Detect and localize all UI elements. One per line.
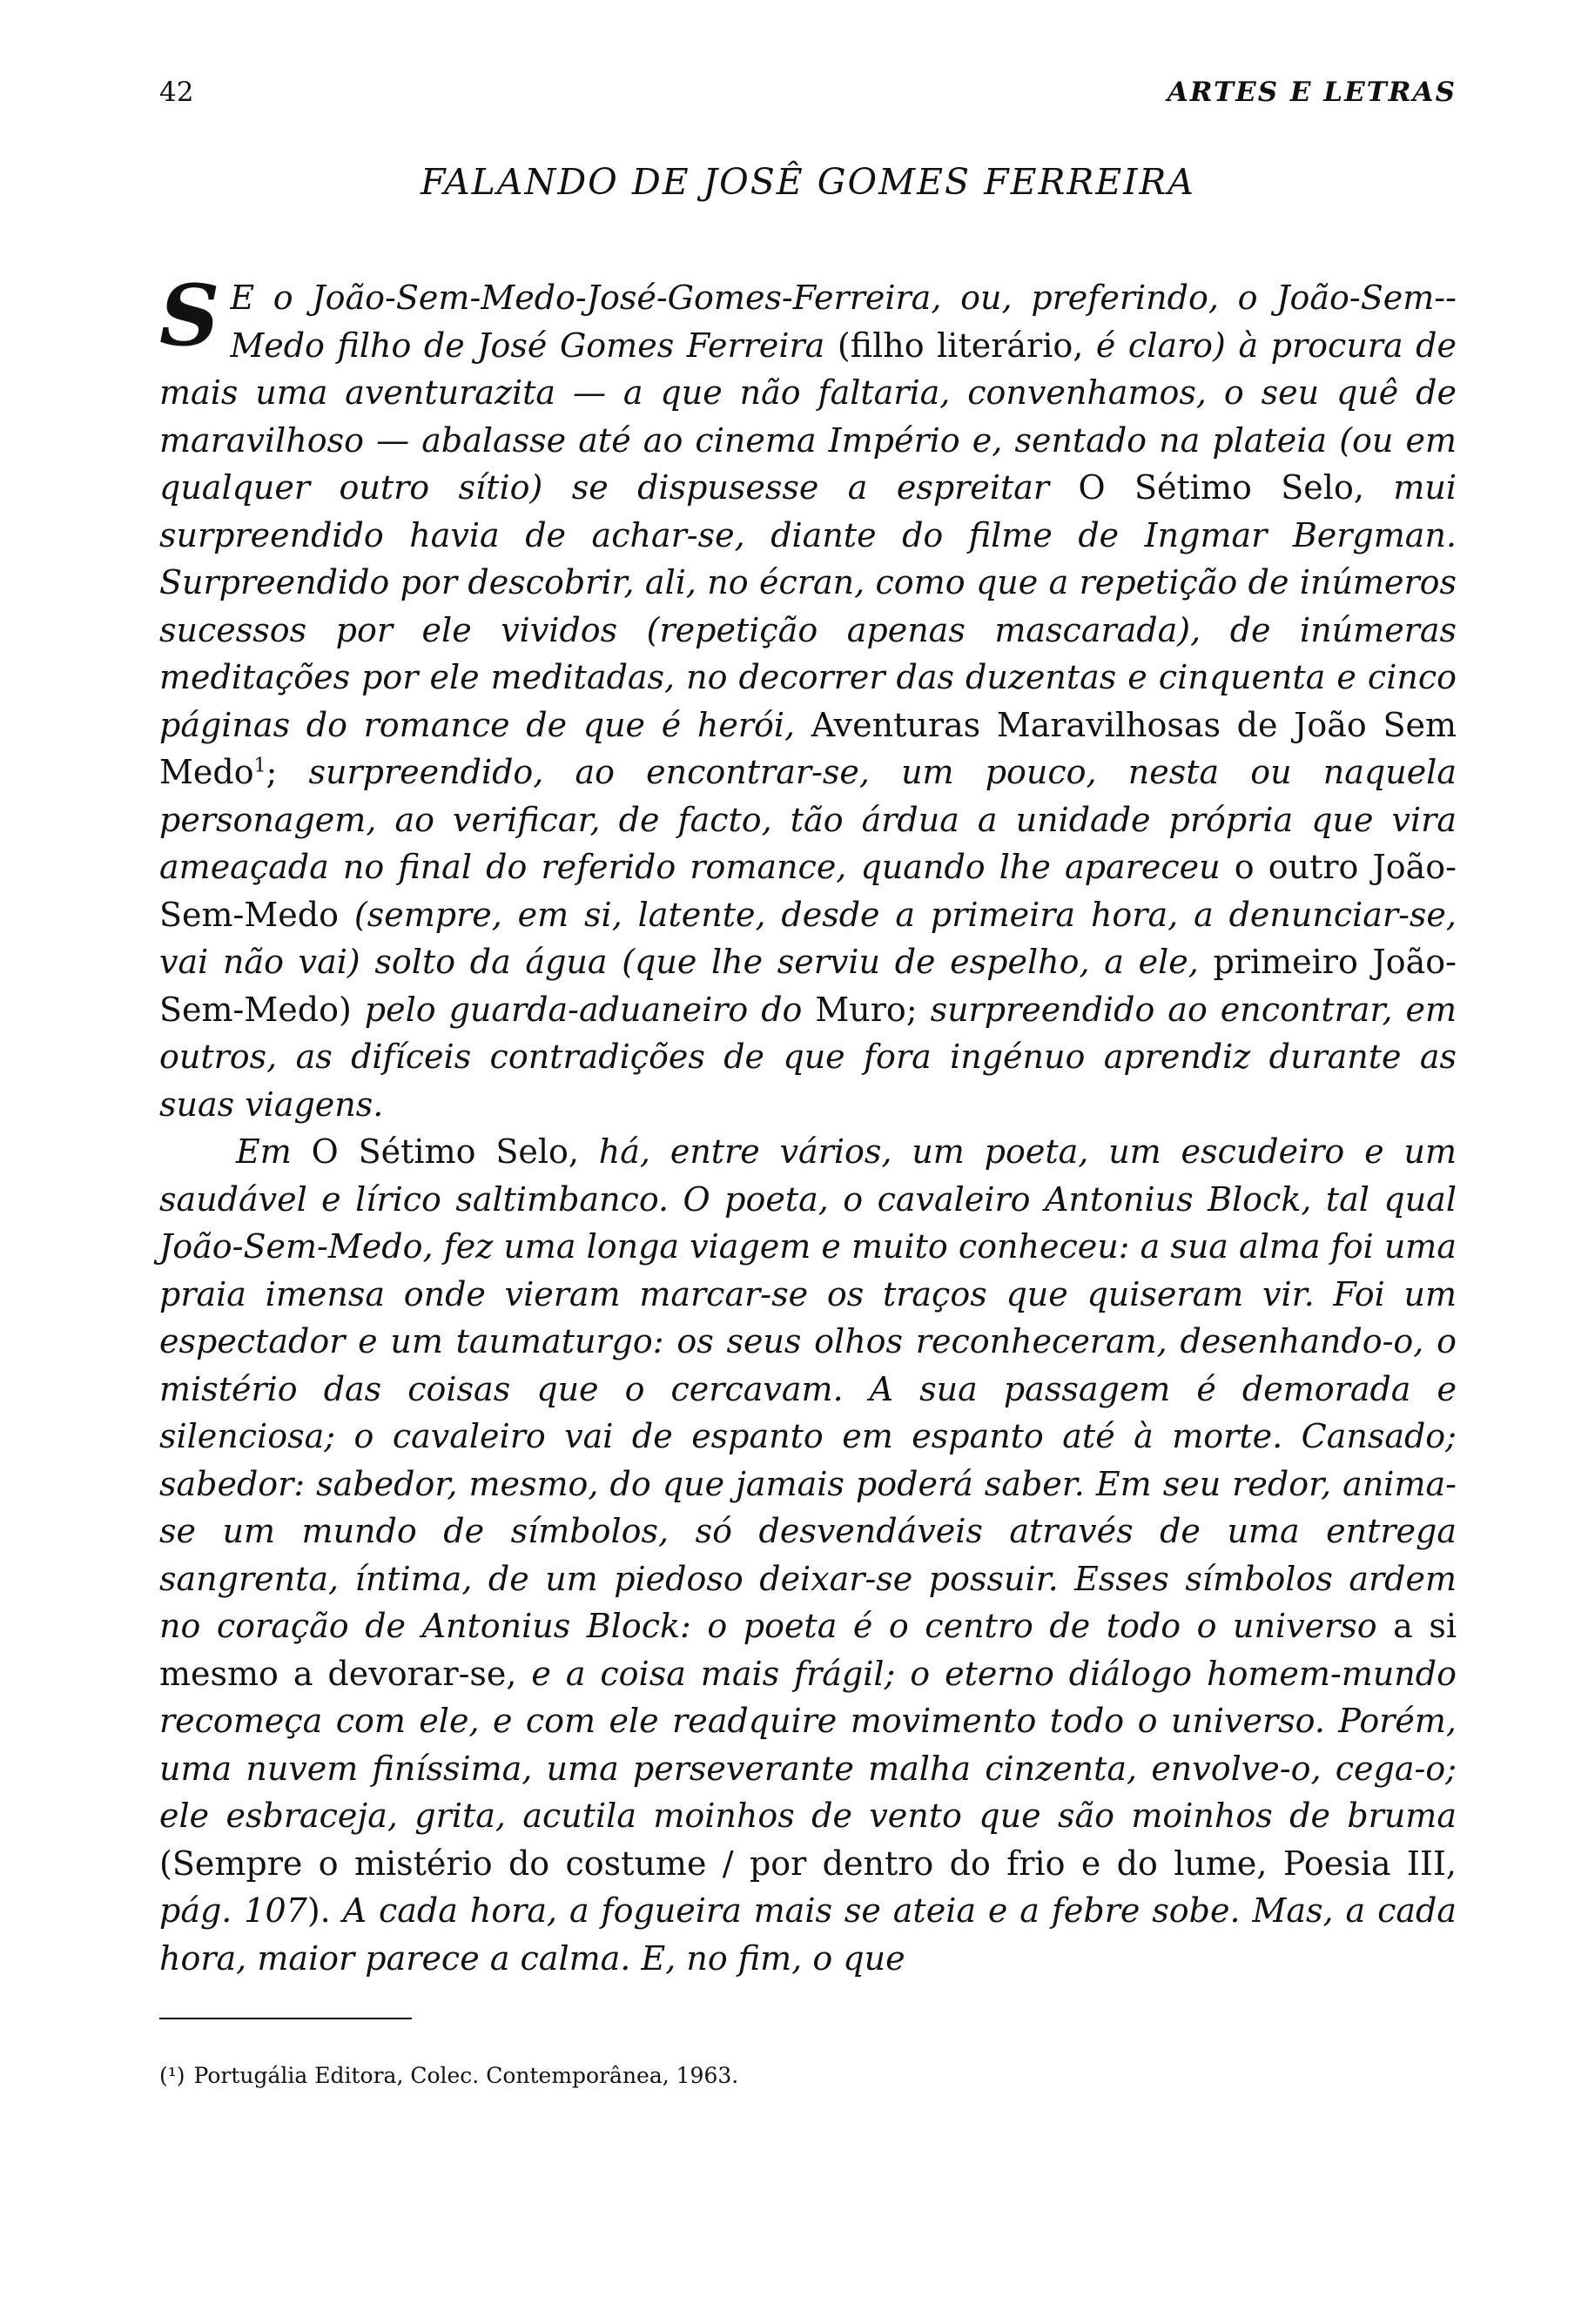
article-body [159,266,1457,1982]
text-run: A cada hora, a fogueira mais se ateia e a febre sobe. Mas, a cada hora, maior parece a calma. E, no fim, o que [159,1891,1457,1978]
text-run: Aventuras Maravilhosas de João Sem Medo [159,705,1457,791]
text-run: o outro João-Sem-Medo [159,848,1457,934]
text-run: Em [236,1132,292,1171]
text-run: primeiro João-Sem-Medo) [159,943,1457,1029]
paragraph-2 [159,1128,1457,1982]
article-title: FALANDO DE JOSÊ GOMES FERREIRA [421,161,1195,203]
footnote-mark: (¹) [159,2063,185,2088]
drop-cap: S [159,266,220,365]
text-run: (sempre, em si, latente, desde a primeira hora, a denunciar-se, vai não vai) solto da água (que lhe serviu de espelho, a ele, [159,895,1457,981]
page-number: 42 [159,77,194,108]
text-run: Muro; [802,990,931,1029]
text-run: pelo guarda-aduaneiro do [364,990,803,1029]
text-run: pág. 107 [159,1891,307,1930]
text-run: surpreendido ao encontrar, em outros, as difíceis contradições de que fora ingénuo aprendiz durante as suas viagens. [159,990,1457,1124]
text-run: O Sétimo Selo, [1049,468,1394,507]
text-run: ). [306,1891,343,1930]
text-run: a si mesmo a devorar-se, [159,1607,1457,1693]
paragraph-1 [159,266,1457,1128]
section-title: ARTES E LETRAS [1167,77,1457,108]
text-run: e a coisa mais frágil; o eterno diálogo homem-mundo recomeça com ele, e com ele readquire movimento todo o universo. Porém, uma nuvem finíssima, uma perseverante malha cinzenta, envolve-o, cega-o; ele esbraceja, grita, acutila moinhos de vento que são moinhos de bruma [159,1654,1457,1835]
text-run: há, entre vários, um poeta, um escudeiro e um saudável e lírico saltimbanco. O poeta, o cavaleiro Antonius Block, tal qual João-Sem-Medo, fez uma longa viagem e muito conheceu: a sua alma foi uma praia imensa onde vieram marcar-se os traços que quiseram vir. Foi um espectador e um taumaturgo: os seus olhos reconheceram, desenhando-o, o mistério das coisas que o cercavam. A sua passagem é demorada e silenciosa; o cavaleiro vai de espanto em espanto até à morte. Cansado; sabedor: sabedor, mesmo, do que jamais poderá saber. Em seu redor, anima-se um mundo de símbolos, só desvendáveis através de uma entrega sangrenta, íntima, de um piedoso deixar-se possuir. Esses símbolos ardem no coração de Antonius Block: o poeta é o centro de todo o universo [159,1132,1457,1645]
text-run: ; [266,753,309,791]
running-head [159,66,1457,118]
text-run: O Sétimo Selo, [291,1132,599,1171]
footnote-ref: 1 [253,755,266,777]
text-run: (Sempre o mistério do costume / por dentro do frio e do lume, Poesia III, [159,1844,1457,1883]
text-run: (filho literário, [824,326,1096,365]
footnote-divider [159,2018,412,2019]
footnote [159,2063,1457,2088]
text-run: mui surpreendido havia de achar-se, diante do filme de Ingmar Bergman. Surpreendido por descobrir, ali, no écran, como que a repetição de inúmeros sucessos por ele vividos (repetição apenas mascarada), de inúmeras meditações por ele meditadas, no decorrer das duzentas e cinquenta e cinco páginas do romance de que é herói, [159,468,1457,744]
footnote-text: Portugália Editora, Colec. Contemporânea, 1963. [193,2063,739,2088]
text-run: surpreendido, ao encontrar-se, um pouco, nesta ou naquela personagem, ao verificar, de facto, tão árdua a unidade própria que vira ameaçada no final do referido romance, quando lhe apareceu [159,753,1457,886]
text-run: é claro) à procura de mais uma aventurazita — a que não faltaria, convenhamos, o seu quê de maravilhoso — abalasse até ao cinema Império e, sentado na plateia (ou em qualquer outro sítio) se dispusesse a espreitar [159,326,1457,507]
text-run: E o João-Sem-Medo-José-Gomes-Ferreira, ou, preferindo, o João-Sem--Medo filho de José Gomes Ferreira [230,279,1457,365]
